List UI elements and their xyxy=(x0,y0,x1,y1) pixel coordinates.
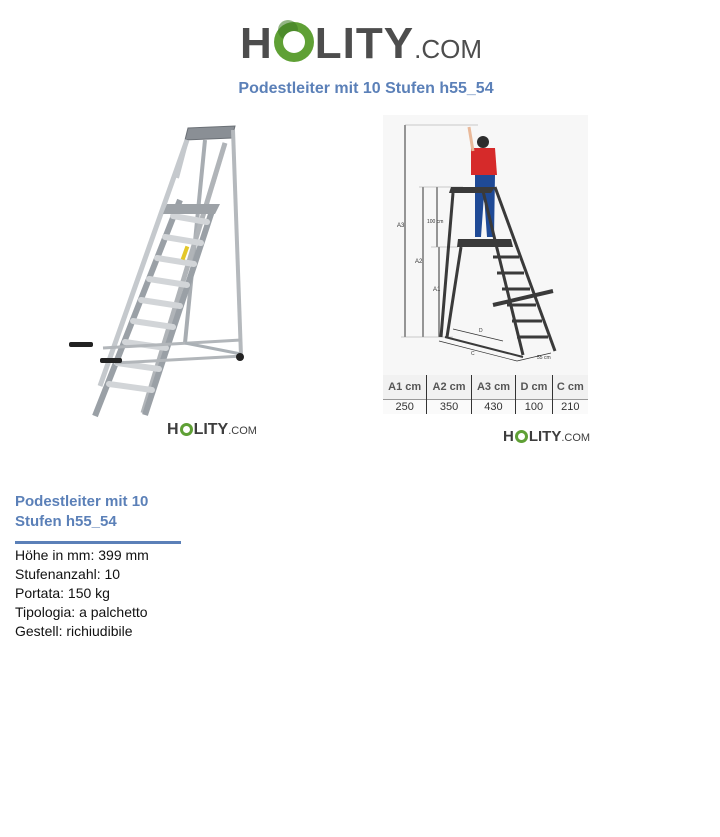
label-a1: A1 xyxy=(433,287,441,293)
product-title: Podestleiter mit 10 Stufen h55_54 xyxy=(15,493,149,530)
table-cell: 100 xyxy=(516,400,552,415)
logo-wordmark xyxy=(240,18,482,72)
title-divider xyxy=(15,541,181,544)
spec-item: Tipologia: a palchetto xyxy=(15,604,148,620)
spec-list xyxy=(15,546,149,641)
table-header-cell: A1 cm xyxy=(383,375,427,400)
page-title: Podestleiter mit 10 Stufen h55_54 xyxy=(238,80,494,97)
mini-logo-o-icon xyxy=(180,423,193,436)
mini-logo-h: H xyxy=(503,428,514,445)
photo-watermark-logo xyxy=(167,421,257,439)
dimension-table xyxy=(383,375,588,414)
label-55cm: 55 cm xyxy=(537,355,551,361)
dimension-table-header xyxy=(383,375,588,400)
table-header-cell: D cm xyxy=(516,375,552,400)
spec-item: Höhe in mm: 399 mm xyxy=(15,547,149,563)
table-header-cell: A3 cm xyxy=(471,375,515,400)
logo-suffix: .COM xyxy=(414,34,482,64)
drawing-watermark-logo xyxy=(503,428,590,445)
label-a3: A3 xyxy=(397,223,405,229)
label-d: D xyxy=(479,328,483,334)
table-header-cell: C cm xyxy=(552,375,588,400)
holity-logo[interactable] xyxy=(240,12,500,70)
label-100cm: 100 cm xyxy=(427,219,444,225)
mini-logo-h: H xyxy=(167,421,179,438)
mini-logo-o-icon xyxy=(515,430,528,443)
mini-logo-letters: LITY xyxy=(528,428,562,445)
table-cell: 250 xyxy=(383,400,427,415)
mini-logo-suffix: .COM xyxy=(561,432,591,444)
mini-logo-suffix: .COM xyxy=(228,425,257,437)
table-cell: 350 xyxy=(427,400,471,415)
logo-o-icon xyxy=(274,22,314,62)
table-row xyxy=(383,400,588,415)
table-cell: 430 xyxy=(471,400,515,415)
logo-letter-h: H xyxy=(240,19,273,68)
spec-item: Stufenanzahl: 10 xyxy=(15,566,121,582)
mini-logo-letters: LITY xyxy=(193,421,229,438)
label-a2: A2 xyxy=(415,259,423,265)
table-header-cell: A2 cm xyxy=(427,375,471,400)
table-cell: 210 xyxy=(552,400,588,415)
logo-letters: LITY xyxy=(314,19,415,68)
ladder-photo[interactable] xyxy=(55,118,265,418)
spec-item: Portata: 150 kg xyxy=(15,585,110,601)
label-c: C xyxy=(471,351,475,357)
spec-item: Gestell: richiudibile xyxy=(15,623,133,639)
dimension-drawing[interactable] xyxy=(383,115,588,375)
